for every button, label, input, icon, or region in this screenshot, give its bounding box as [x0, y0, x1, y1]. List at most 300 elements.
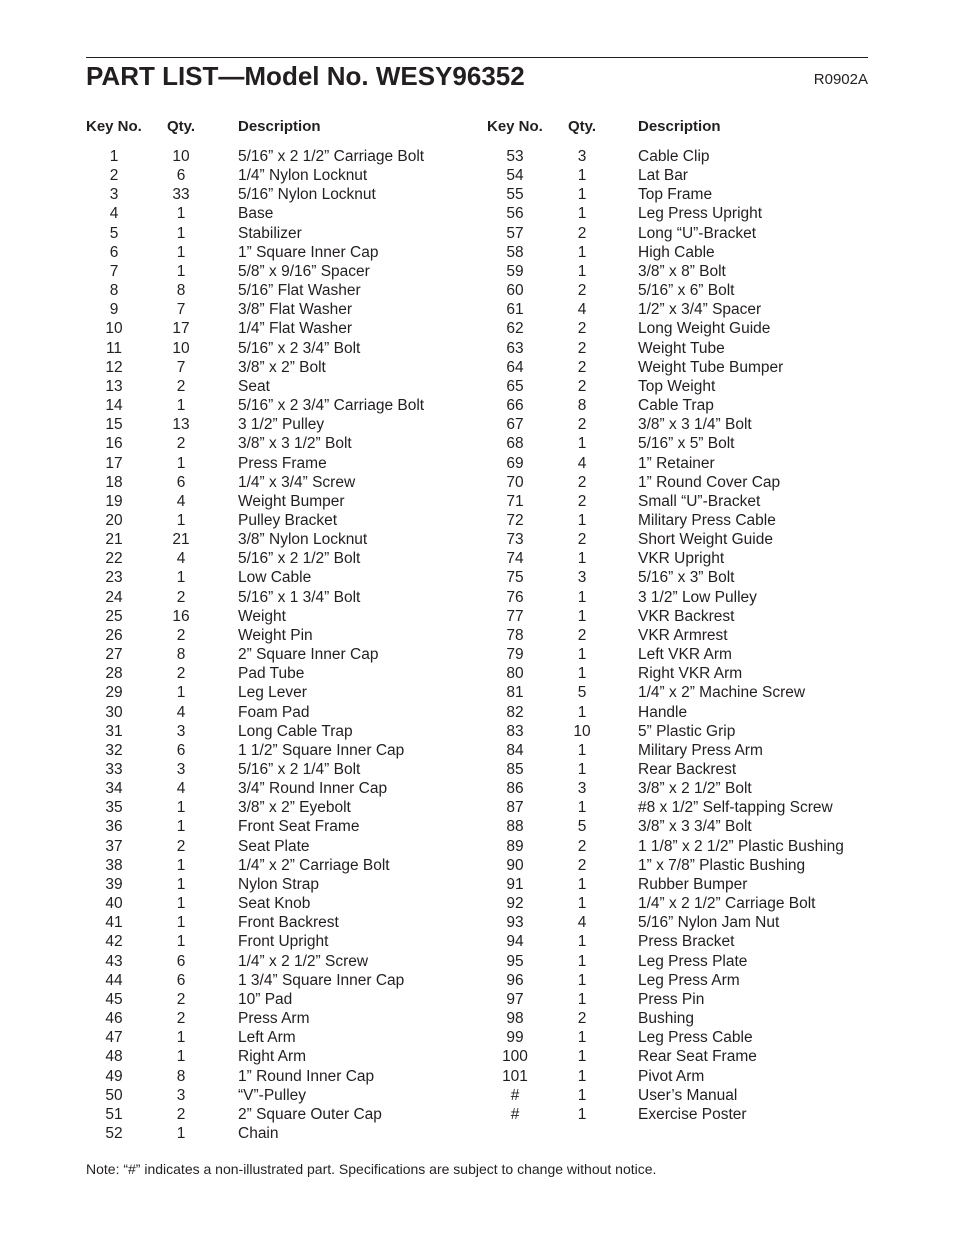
part-description: 3/8” Nylon Locknut: [238, 531, 368, 549]
table-row: [86, 932, 486, 951]
quantity: 7: [176, 301, 186, 319]
part-description: Nylon Strap: [238, 875, 319, 893]
table-row: [86, 703, 486, 722]
table-row: [86, 607, 486, 626]
key-number: 4: [109, 205, 119, 223]
right-header-key: Key No.: [487, 118, 543, 135]
part-description: 1/4” x 3/4” Screw: [238, 473, 356, 491]
key-number: 54: [506, 167, 524, 185]
document-code: R0902A: [813, 71, 868, 88]
table-row: [86, 358, 486, 377]
table-row: [487, 473, 887, 492]
table-row: [86, 434, 486, 453]
part-description: Military Press Cable: [638, 511, 776, 529]
key-number: 82: [506, 703, 524, 721]
table-row: [487, 990, 887, 1009]
table-row: [86, 568, 486, 587]
key-number: 91: [506, 875, 524, 893]
left-header-description: Description: [238, 118, 321, 135]
quantity: 2: [176, 990, 186, 1008]
key-number: 32: [105, 741, 123, 759]
table-row: [487, 204, 887, 223]
key-number: 96: [506, 971, 524, 989]
quantity: 33: [172, 186, 190, 204]
quantity: 1: [577, 186, 587, 204]
key-number: 79: [506, 646, 524, 664]
table-row: [86, 473, 486, 492]
table-row: [86, 664, 486, 683]
key-number: 69: [506, 454, 524, 472]
table-row: [86, 741, 486, 760]
key-number: 83: [506, 722, 524, 740]
table-row: [487, 511, 887, 530]
table-row: [487, 664, 887, 683]
quantity: 21: [172, 531, 190, 549]
part-description: Leg Lever: [238, 684, 307, 702]
quantity: 1: [176, 914, 186, 932]
table-row: [86, 166, 486, 185]
table-row: [487, 913, 887, 932]
quantity: 2: [577, 626, 587, 644]
top-rule: [86, 57, 868, 58]
part-description: 5/16” x 2 3/4” Carriage Bolt: [238, 397, 425, 415]
table-row: [487, 300, 887, 319]
quantity: 13: [172, 416, 190, 434]
quantity: 3: [176, 1086, 186, 1104]
key-number: 94: [506, 933, 524, 951]
quantity: 6: [176, 167, 186, 185]
key-number: 39: [105, 875, 123, 893]
quantity: 1: [176, 875, 186, 893]
key-number: 80: [506, 665, 524, 683]
table-row: [86, 549, 486, 568]
quantity: 8: [176, 646, 186, 664]
table-row: [487, 703, 887, 722]
key-number: 6: [109, 243, 119, 261]
key-number: 41: [105, 914, 123, 932]
quantity: 1: [577, 167, 587, 185]
part-description: Leg Press Plate: [638, 952, 748, 970]
part-description: #8 x 1/2” Self-tapping Screw: [638, 799, 833, 817]
table-row: [86, 588, 486, 607]
part-description: Press Bracket: [638, 933, 735, 951]
quantity: 1: [176, 454, 186, 472]
key-number: 78: [506, 626, 524, 644]
table-row: [86, 1105, 486, 1124]
table-row: [487, 224, 887, 243]
key-number: 12: [105, 358, 123, 376]
part-description: 3/8” x 3 1/2” Bolt: [238, 435, 352, 453]
part-description: VKR Backrest: [638, 607, 735, 625]
table-row: [86, 262, 486, 281]
quantity: 1: [577, 895, 587, 913]
footnote: Note: “#” indicates a non-illustrated part. Specifications are subject to change without notice.: [86, 1161, 657, 1177]
table-row: [86, 1009, 486, 1028]
table-row: [487, 549, 887, 568]
quantity: 1: [176, 684, 186, 702]
right-header-description: Description: [638, 118, 721, 135]
key-number: 15: [105, 416, 123, 434]
key-number: 36: [105, 818, 123, 836]
quantity: 4: [176, 550, 186, 568]
key-number: 50: [105, 1086, 123, 1104]
key-number: 62: [506, 320, 524, 338]
part-description: 1 1/2” Square Inner Cap: [238, 741, 405, 759]
table-row: [487, 837, 887, 856]
quantity: 1: [577, 511, 587, 529]
part-description: Bushing: [638, 1010, 695, 1028]
part-description: Press Frame: [238, 454, 327, 472]
quantity: 2: [577, 473, 587, 491]
quantity: 1: [176, 1029, 186, 1047]
part-description: 3/8” Flat Washer: [238, 301, 352, 319]
key-number: #: [510, 1105, 520, 1123]
part-description: Small “U”-Bracket: [638, 492, 761, 510]
quantity: 2: [577, 856, 587, 874]
table-row: [86, 377, 486, 396]
table-row: [487, 626, 887, 645]
quantity: 6: [176, 741, 186, 759]
table-row: [86, 1124, 486, 1143]
part-description: High Cable: [638, 243, 715, 261]
quantity: 2: [577, 224, 587, 242]
table-row: [487, 185, 887, 204]
quantity: 1: [577, 262, 587, 280]
key-number: 17: [105, 454, 123, 472]
part-description: 5/16” x 1 3/4” Bolt: [238, 588, 361, 606]
table-row: [86, 147, 486, 166]
table-row: [86, 1086, 486, 1105]
part-description: 1” Round Inner Cap: [238, 1067, 375, 1085]
table-row: [86, 913, 486, 932]
key-number: 14: [105, 397, 123, 415]
quantity: 1: [577, 952, 587, 970]
quantity: 1: [176, 205, 186, 223]
part-description: 3/8” x 2 1/2” Bolt: [638, 780, 752, 798]
part-description: Cable Clip: [638, 148, 710, 165]
table-row: [487, 645, 887, 664]
table-row: [86, 492, 486, 511]
key-number: 57: [506, 224, 524, 242]
key-number: 47: [105, 1029, 123, 1047]
part-description: Weight Bumper: [238, 492, 345, 510]
key-number: 81: [506, 684, 524, 702]
table-row: [86, 722, 486, 741]
key-number: 87: [506, 799, 524, 817]
part-description: Weight Pin: [238, 626, 313, 644]
part-description: Seat Plate: [238, 837, 310, 855]
quantity: 1: [577, 933, 587, 951]
key-number: 101: [502, 1067, 528, 1085]
table-row: [487, 1105, 887, 1124]
table-row: [487, 779, 887, 798]
quantity: 2: [176, 626, 186, 644]
part-description: Long “U”-Bracket: [638, 224, 757, 242]
key-number: 1: [109, 148, 119, 165]
key-number: 5: [109, 224, 119, 242]
part-description: 1/4” Flat Washer: [238, 320, 352, 338]
key-number: 18: [105, 473, 123, 491]
part-description: Rear Backrest: [638, 761, 737, 778]
part-description: Right VKR Arm: [638, 665, 743, 683]
part-description: 1/4” Nylon Locknut: [238, 167, 368, 185]
part-description: Front Upright: [238, 933, 329, 951]
quantity: 2: [176, 588, 186, 606]
quantity: 4: [577, 301, 587, 319]
part-description: Press Pin: [638, 990, 705, 1008]
part-description: Foam Pad: [238, 703, 310, 721]
part-description: Right Arm: [238, 1048, 307, 1066]
part-description: Stabilizer: [238, 224, 302, 242]
part-description: 1/4” x 2” Machine Screw: [638, 684, 806, 702]
part-description: Leg Press Cable: [638, 1029, 753, 1047]
part-description: 5/16” x 2 1/4” Bolt: [238, 761, 361, 778]
part-description: 1 1/8” x 2 1/2” Plastic Bushing: [638, 837, 844, 855]
table-row: [487, 415, 887, 434]
quantity: 1: [176, 243, 186, 261]
table-row: [487, 817, 887, 836]
key-number: 53: [506, 148, 524, 165]
part-description: Weight Tube Bumper: [638, 358, 784, 376]
table-row: [487, 454, 887, 473]
part-description: Military Press Arm: [638, 741, 763, 759]
table-row: [487, 166, 887, 185]
table-row: [487, 358, 887, 377]
quantity: 2: [176, 665, 186, 683]
table-row: [86, 990, 486, 1009]
quantity: 4: [577, 454, 587, 472]
key-number: 56: [506, 205, 524, 223]
table-row: [86, 300, 486, 319]
key-number: 49: [105, 1067, 123, 1085]
table-row: [86, 185, 486, 204]
key-number: 58: [506, 243, 524, 261]
key-number: 24: [105, 588, 123, 606]
quantity: 1: [577, 799, 587, 817]
table-row: [487, 1009, 887, 1028]
quantity: 10: [172, 339, 190, 357]
part-description: Long Weight Guide: [638, 320, 771, 338]
right-header-qty: Qty.: [568, 118, 597, 135]
key-number: 10: [105, 320, 123, 338]
part-description: 1” Retainer: [638, 454, 715, 472]
part-description: Short Weight Guide: [638, 531, 773, 549]
table-row: [86, 952, 486, 971]
key-number: 2: [109, 167, 119, 185]
quantity: 17: [172, 320, 190, 338]
quantity: 1: [176, 895, 186, 913]
quantity: 1: [577, 205, 587, 223]
quantity: 2: [176, 377, 186, 395]
key-number: 46: [105, 1010, 123, 1028]
table-row: [86, 339, 486, 358]
table-row: [487, 875, 887, 894]
key-number: 26: [105, 626, 123, 644]
part-description: Base: [238, 205, 274, 223]
part-description: 5/16” x 2 1/2” Carriage Bolt: [238, 148, 425, 165]
part-description: 3 1/2” Low Pulley: [638, 588, 757, 606]
key-number: 40: [105, 895, 123, 913]
quantity: 6: [176, 971, 186, 989]
quantity: 8: [176, 1067, 186, 1085]
table-row: [86, 837, 486, 856]
key-number: 45: [105, 990, 123, 1008]
quantity: 1: [577, 1029, 587, 1047]
part-description: 2” Square Outer Cap: [238, 1105, 382, 1123]
parts-table-left: [86, 147, 486, 1143]
key-number: 7: [109, 262, 119, 280]
part-description: 5” Plastic Grip: [638, 722, 736, 740]
table-row: [86, 971, 486, 990]
part-description: 5/8” x 9/16” Spacer: [238, 262, 370, 280]
table-row: [86, 415, 486, 434]
key-number: 25: [105, 607, 123, 625]
key-number: 52: [105, 1124, 123, 1142]
part-description: Cable Trap: [638, 397, 714, 415]
left-header-key: Key No.: [86, 118, 142, 135]
key-number: 48: [105, 1048, 123, 1066]
quantity: 6: [176, 952, 186, 970]
key-number: #: [510, 1086, 520, 1104]
key-number: 86: [506, 780, 524, 798]
table-row: [86, 760, 486, 779]
key-number: 31: [105, 722, 123, 740]
quantity: 4: [176, 780, 186, 798]
key-number: 42: [105, 933, 123, 951]
key-number: 23: [105, 569, 123, 587]
part-description: Press Arm: [238, 1010, 310, 1028]
key-number: 67: [506, 416, 524, 434]
table-row: [86, 511, 486, 530]
quantity: 1: [176, 1124, 186, 1142]
quantity: 1: [176, 224, 186, 242]
part-description: 3/4” Round Inner Cap: [238, 780, 388, 798]
key-number: 77: [506, 607, 524, 625]
quantity: 4: [176, 492, 186, 510]
table-row: [487, 952, 887, 971]
key-number: 98: [506, 1010, 524, 1028]
quantity: 2: [176, 435, 186, 453]
page-title: PART LIST—Model No. WESY96352: [86, 61, 525, 91]
key-number: 30: [105, 703, 123, 721]
key-number: 97: [506, 990, 524, 1008]
part-description: Pad Tube: [238, 665, 305, 683]
table-row: [487, 492, 887, 511]
key-number: 33: [105, 761, 123, 778]
quantity: 2: [577, 1010, 587, 1028]
part-description: Rubber Bumper: [638, 875, 748, 893]
quantity: 1: [176, 511, 186, 529]
key-number: 73: [506, 531, 524, 549]
part-description: 1/4” x 2 1/2” Screw: [238, 952, 369, 970]
part-description: Chain: [238, 1124, 279, 1142]
table-row: [487, 568, 887, 587]
key-number: 63: [506, 339, 524, 357]
key-number: 71: [506, 492, 524, 510]
quantity: 8: [176, 282, 186, 300]
table-row: [487, 377, 887, 396]
part-description: Left VKR Arm: [638, 646, 732, 664]
key-number: 37: [105, 837, 123, 855]
table-row: [86, 1028, 486, 1047]
part-description: 5/16” x 2 3/4” Bolt: [238, 339, 361, 357]
quantity: 6: [176, 473, 186, 491]
part-description: 5/16” Nylon Locknut: [238, 186, 376, 204]
table-row: [86, 281, 486, 300]
part-description: 1” x 7/8” Plastic Bushing: [638, 856, 806, 874]
key-number: 8: [109, 282, 119, 300]
table-row: [86, 454, 486, 473]
quantity: 1: [577, 588, 587, 606]
part-description: Leg Press Arm: [638, 971, 740, 989]
key-number: 85: [506, 761, 524, 778]
table-row: [487, 281, 887, 300]
part-description: Top Weight: [638, 377, 716, 395]
table-row: [487, 760, 887, 779]
table-row: [487, 607, 887, 626]
quantity: 4: [176, 703, 186, 721]
quantity: 10: [172, 148, 190, 165]
key-number: 100: [502, 1048, 528, 1066]
quantity: 2: [577, 531, 587, 549]
table-row: [86, 1047, 486, 1066]
table-row: [86, 243, 486, 262]
part-description: VKR Armrest: [638, 626, 728, 644]
part-description: Rear Seat Frame: [638, 1048, 757, 1066]
quantity: 1: [577, 1086, 587, 1104]
table-row: [487, 319, 887, 338]
key-number: 75: [506, 569, 524, 587]
part-description: 5/16” x 2 1/2” Bolt: [238, 550, 361, 568]
quantity: 1: [176, 799, 186, 817]
key-number: 60: [506, 282, 524, 300]
key-number: 72: [506, 511, 524, 529]
table-row: [86, 645, 486, 664]
quantity: 2: [577, 492, 587, 510]
quantity: 3: [577, 148, 587, 165]
key-number: 11: [105, 339, 123, 357]
table-row: [487, 588, 887, 607]
key-number: 88: [506, 818, 524, 836]
part-description: Seat Knob: [238, 895, 311, 913]
key-number: 35: [105, 799, 123, 817]
part-description: Top Frame: [638, 186, 713, 204]
table-row: [487, 1028, 887, 1047]
part-description: 3/8” x 8” Bolt: [638, 262, 726, 280]
part-description: 5/16” Nylon Jam Nut: [638, 914, 780, 932]
part-description: “V”-Pulley: [238, 1086, 307, 1104]
quantity: 1: [577, 703, 587, 721]
table-row: [487, 1067, 887, 1086]
quantity: 1: [176, 933, 186, 951]
quantity: 7: [176, 358, 186, 376]
table-row: [487, 798, 887, 817]
key-number: 76: [506, 588, 524, 606]
quantity: 1: [577, 875, 587, 893]
table-row: [487, 741, 887, 760]
table-row: [86, 224, 486, 243]
key-number: 68: [506, 435, 524, 453]
table-row: [86, 856, 486, 875]
part-description: 5/16” x 6” Bolt: [638, 282, 735, 300]
quantity: 2: [577, 416, 587, 434]
quantity: 3: [577, 569, 587, 587]
part-description: Left Arm: [238, 1029, 296, 1047]
part-description: 5/16” x 3” Bolt: [638, 569, 735, 587]
table-row: [487, 262, 887, 281]
quantity: 16: [172, 607, 190, 625]
part-description: 1/4” x 2 1/2” Carriage Bolt: [638, 895, 816, 913]
